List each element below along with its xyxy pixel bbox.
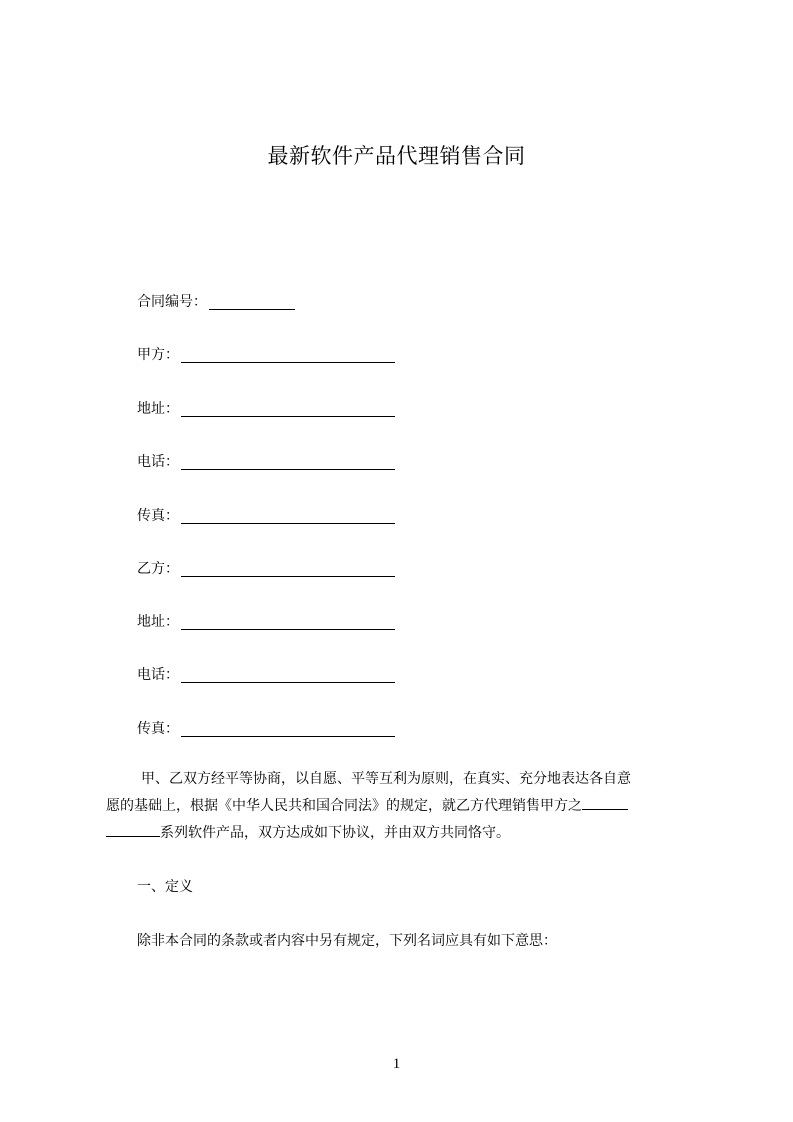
intro-line-3-text: 系列软件产品，双方达成如下协议，并由双方共同恪守。 [160,825,510,841]
field-label-party-a-fax: 传真： [137,508,179,524]
intro-line-3 [106,820,701,847]
section-heading-definitions: 一、定义 [137,879,193,895]
document-title: 最新软件产品代理销售合同 [267,144,526,168]
field-label-party-a-address: 地址： [137,401,179,417]
contract-number-field [137,292,295,312]
party-b-address-blank [181,614,395,630]
field-label-party-b-phone: 电话： [137,667,179,683]
contract-number-blank [209,294,295,310]
intro-line-2 [106,793,701,820]
party-b-fax-field [137,719,395,739]
product-series-blank-part-2 [106,822,160,837]
field-label-party-b-address: 地址： [137,614,179,630]
party-a-fax-field [137,506,395,526]
field-label-contract-number: 合同编号： [137,294,207,310]
party-b-field [137,559,395,579]
party-b-fax-blank [181,721,395,737]
field-label-party-a-phone: 电话： [137,454,179,470]
party-b-phone-field [137,665,395,685]
page-number: 1 [392,1056,401,1072]
intro-line-2-text: 愿的基础上，根据《中华人民共和国合同法》的规定，就乙方代理销售甲方之 [106,798,582,814]
field-label-party-b: 乙方： [137,561,179,577]
party-b-phone-blank [181,667,395,683]
party-a-phone-blank [181,454,395,470]
party-a-address-blank [181,401,395,417]
intro-line-1: 甲、乙双方经平等协商，以自愿、平等互利为原则，在真实、充分地表达各自意 [141,771,631,787]
party-a-phone-field [137,452,395,472]
field-label-party-a: 甲方： [137,347,179,363]
field-label-party-b-fax: 传真： [137,721,179,737]
product-series-blank-part-1 [582,795,628,810]
party-a-address-field [137,399,395,419]
intro-paragraph [106,766,701,847]
party-a-fax-blank [181,508,395,524]
party-a-blank [181,347,395,363]
definitions-intro-text: 除非本合同的条款或者内容中另有规定，下列名词应具有如下意思： [137,933,557,949]
party-a-field [137,345,395,365]
party-b-address-field [137,612,395,632]
party-b-blank [181,561,395,577]
